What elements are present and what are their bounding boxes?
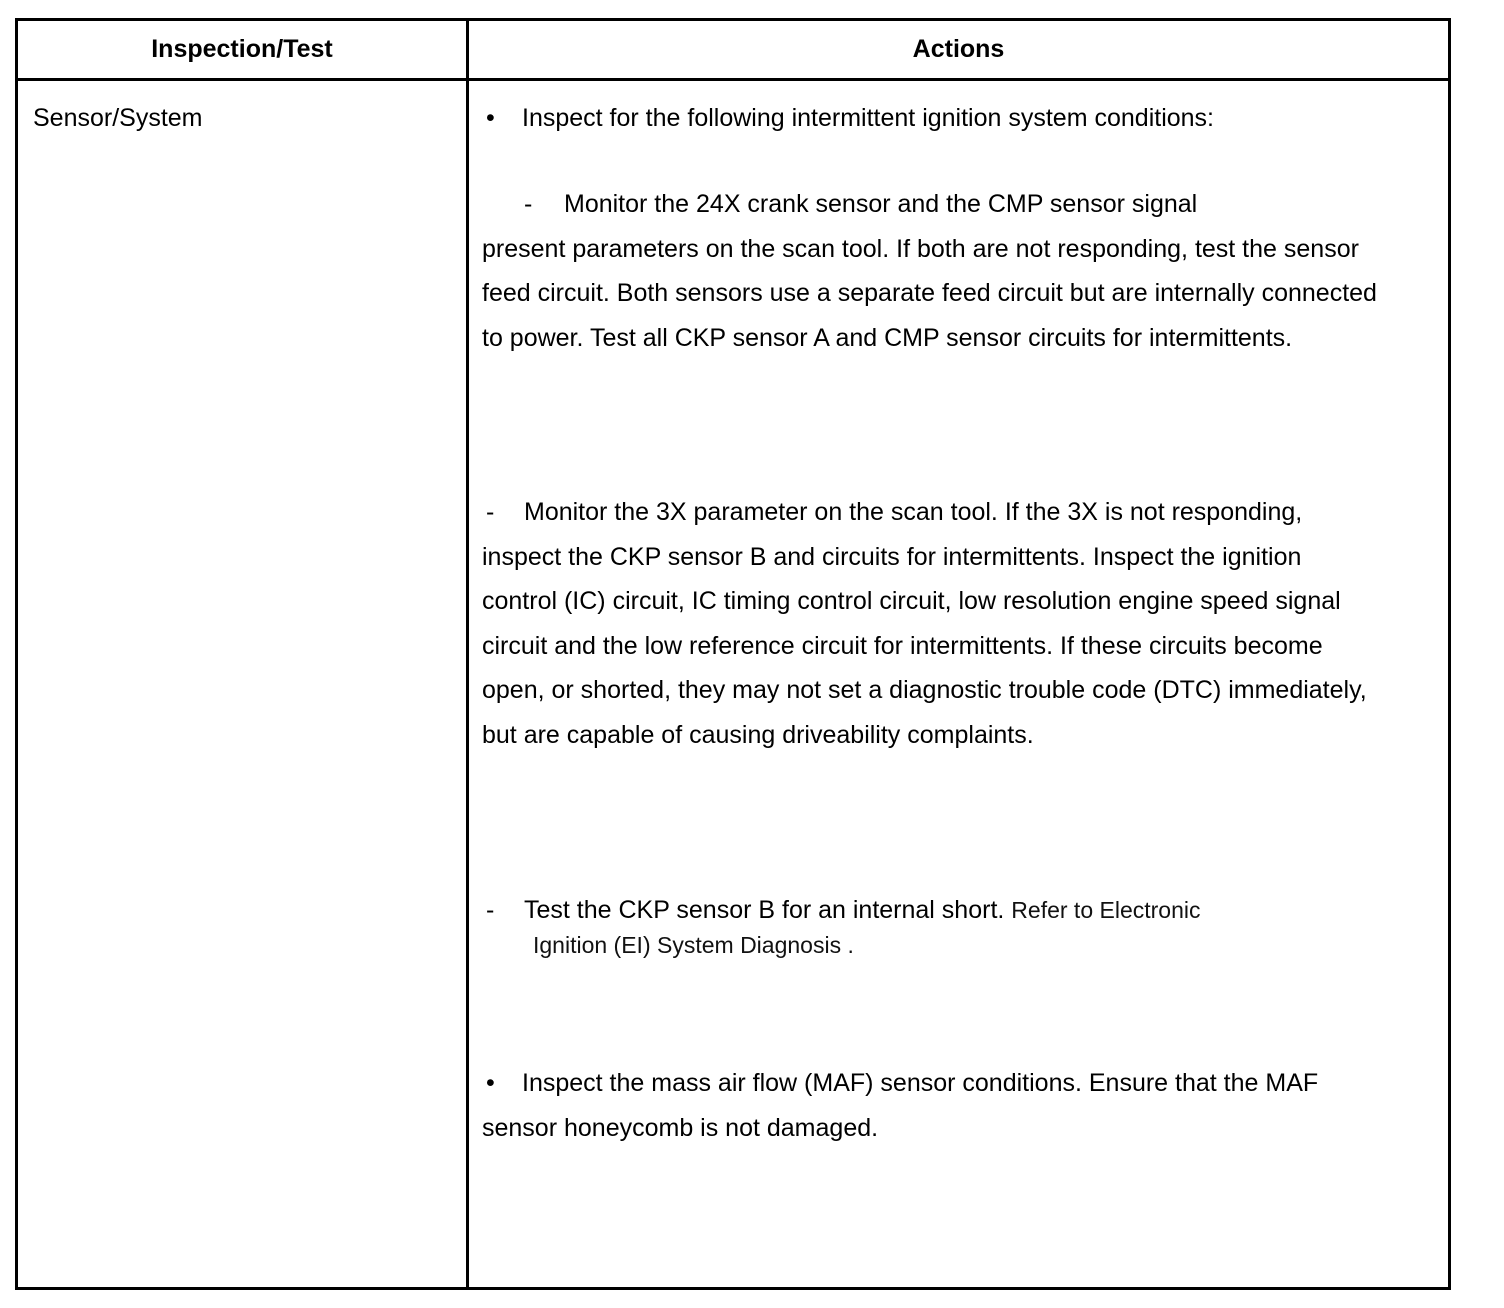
refer-link-line-2[interactable]: Ignition (EI) System Diagnosis . [533,932,854,958]
header-actions: Actions [912,35,1005,63]
sub-2-text: Monitor the 3X parameter on the scan tool. If the 3X is not responding, inspect the CKP sensor B and circuits for intermittents. Inspect the ignition control (IC) circuit, IC timing control circuit, low resolution engine speed signal circuit and the low reference circuit for intermittents. If these circuits become open, or shorted, they may not set a diagnostic trouble code (DTC) immediately, but are capable of causing driveability complaints. [482,498,1367,749]
sub-item-2 [482,490,1382,757]
header-inspection-test: Inspection/Test [151,35,333,63]
sub-1-first-line: Monitor the 24X crank sensor and the CMP sensor signal [564,190,1198,218]
sub-3-text: Test the CKP sensor B for an internal short. [524,896,1005,924]
dash-marker: - [524,190,533,218]
bullet-item-1 [482,96,1382,141]
inspection-table [15,18,1451,1290]
bullet-marker: • [486,104,495,132]
column-divider [466,21,469,1287]
inspection-cell: Sensor/System [33,104,203,132]
bullet-item-2 [482,1061,1382,1150]
sub-item-3 [482,888,1382,933]
dash-marker: - [486,498,495,526]
bullet-1-text: Inspect for the following intermittent ignition system conditions: [522,104,1215,132]
header-divider [18,78,1448,81]
refer-link-prefix[interactable]: Refer to Electronic [1011,897,1201,923]
sub-1-continuation: present parameters on the scan tool. If both are not responding, test the sensor feed circuit. Both sensors use a separate feed circuit but are internally connected to power. Test all CKP sensor A and CMP sensor circuits for intermittents. [482,234,1377,352]
bullet-2-text: Inspect the mass air flow (MAF) sensor conditions. Ensure that the MAF sensor honeycomb is not damaged. [482,1069,1319,1142]
dash-marker: - [486,896,495,924]
sub-item-1 [482,182,1382,360]
bullet-marker: • [486,1069,495,1097]
